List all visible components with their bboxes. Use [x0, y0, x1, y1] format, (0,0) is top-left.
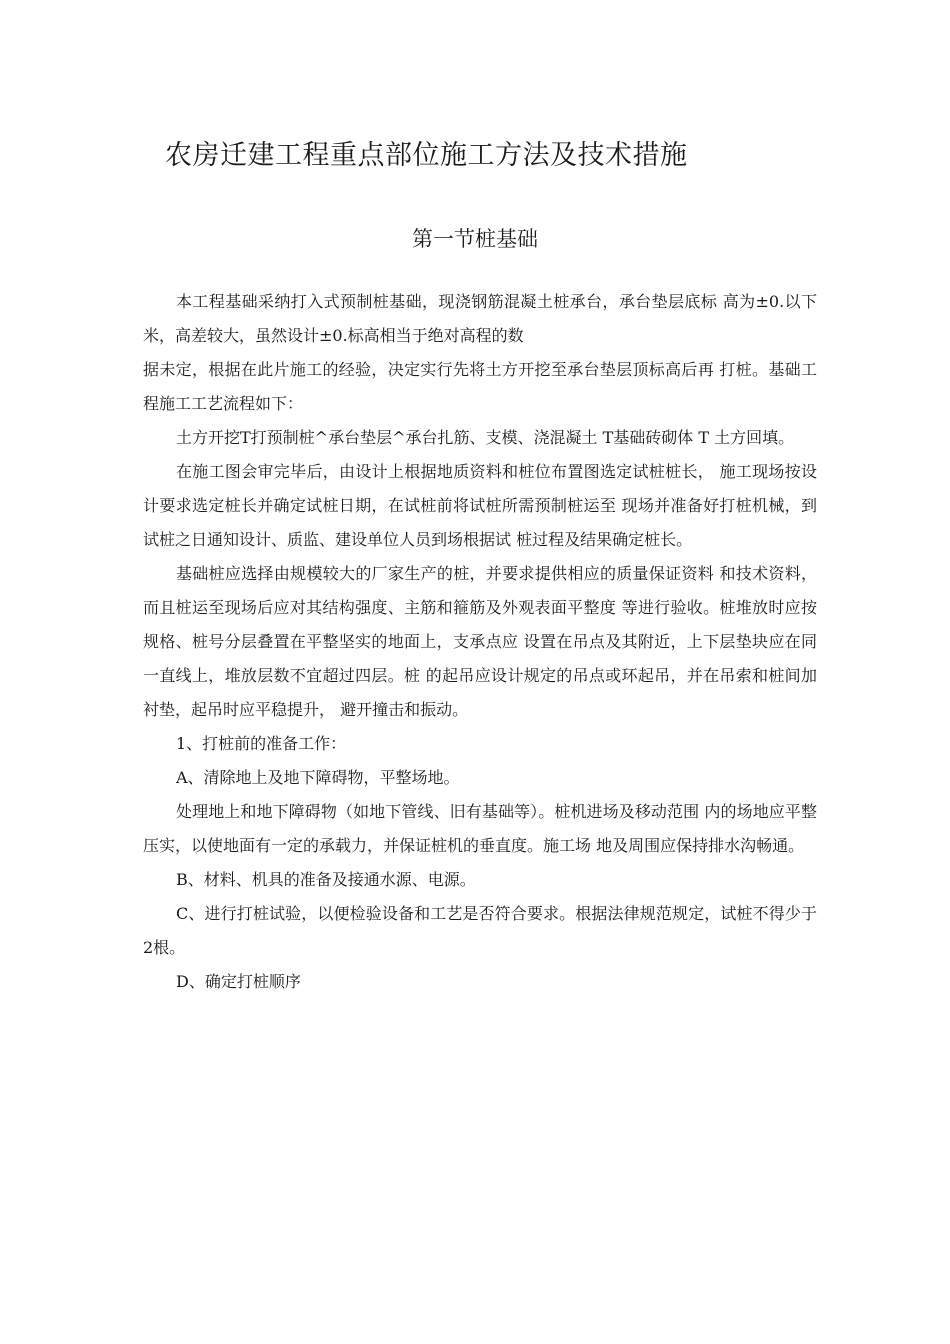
- paragraph: 据未定，根据在此片施工的经验，决定实行先将土方开挖至承台垫层顶标高后再 打桩。基础工程施工工艺流程如下：: [143, 360, 817, 413]
- section-title: 第一节桩基础: [412, 227, 538, 251]
- document-body: [143, 285, 817, 999]
- list-item: B、材料、机具的准备及接通水源、电源。: [176, 870, 476, 889]
- paragraph: 在施工图会审完毕后，由设计上根据地质资料和桩位布置图选定试桩桩长， 施工现场按设计要求选定桩长并确定试桩日期，在试桩前将试桩所需预制桩运至 现场并准备好打桩机械，到试桩之日通知设计、质监、建设单位人员到场根据试 桩过程及结果确定桩长。: [143, 462, 817, 549]
- paragraph: 处理地上和地下障碍物（如地下管线、旧有基础等）。桩机进场及移动范围 内的场地应平整压实，以使地面有一定的承载力，并保证桩机的垂直度。施工场 地及周围应保持排水沟畅通。: [143, 802, 817, 855]
- paragraph: 基础桩应选择由规模较大的厂家生产的桩，并要求提供相应的质量保证资料 和技术资料，而且桩运至现场后应对其结构强度、主筋和箍筋及外观表面平整度 等进行验收。桩堆放时应按规格、桩号分层叠置在平整坚实的地面上，支承点应 设置在吊点及其附近，上下层垫块应在同一直线上，堆放层数不宜超过四层。桩 的起吊应设计规定的吊点或环起吊，并在吊索和桩间加衬垫，起吊时应平稳提升， 避开撞击和振动。: [143, 564, 817, 719]
- document-title: 农房迁建工程重点部位施工方法及技术措施: [165, 140, 688, 171]
- paragraph: 本工程基础采纳打入式预制桩基础，现浇钢筋混凝土桩承台，承台垫层底标 高为±0.以下米，高差较大，虽然设计±0.标高相当于绝对高程的数: [143, 292, 817, 345]
- paragraph: 土方开挖T打预制桩^承台垫层^承台扎筋、支模、浇混凝土 T基础砖砌体 T 土方回填。: [176, 428, 795, 447]
- list-item: C、进行打桩试验，以便检验设备和工艺是否符合要求。根据法律规范规定，试桩不得少于2根。: [143, 904, 817, 957]
- list-item: D、确定打桩顺序: [176, 972, 301, 991]
- list-item: A、清除地上及地下障碍物，平整场地。: [176, 768, 460, 787]
- list-heading: 1、打桩前的准备工作：: [176, 734, 347, 753]
